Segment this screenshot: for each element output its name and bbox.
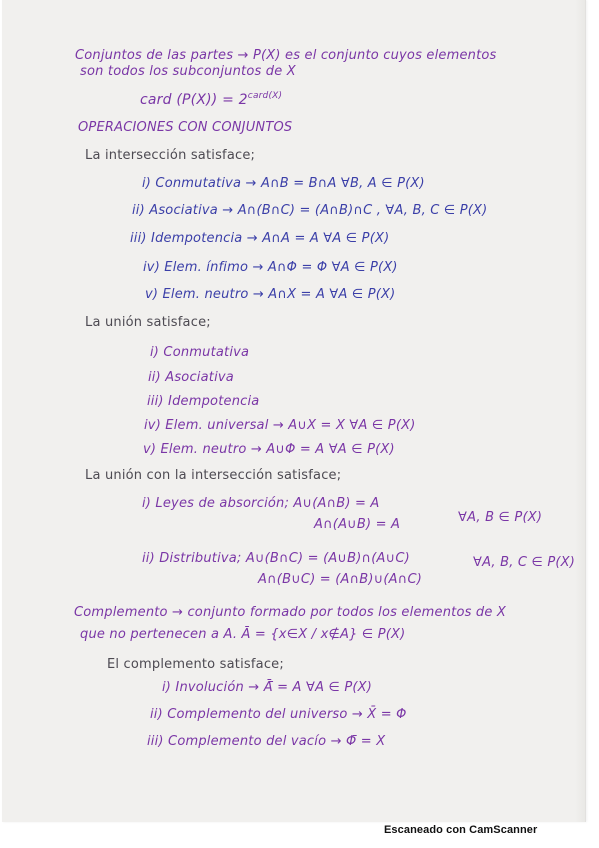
note-line-distributive-quantifier: ∀A, B, C ∈ P(X)	[473, 555, 576, 570]
note-line-complement-definition-cont: que no pertenecen a A. Ā = {x∈X / x∉A} ∈ P(X)	[80, 627, 406, 642]
note-line-complement-universe: ii) Complemento del universo → X̄ = Φ	[150, 707, 407, 722]
note-line-power-set-definition: Conjuntos de las partes → P(X) es el conjunto cuyos elementos	[75, 48, 497, 63]
note-line-union-idempotence: iii) Idempotencia	[147, 394, 260, 409]
note-line-union-neutral: v) Elem. neutro → A∪Φ = A ∀A ∈ P(X)	[143, 442, 395, 457]
cardinality-base: card (P(X)) = 2	[140, 92, 248, 108]
note-line-union-associative: ii) Asociativa	[148, 370, 234, 385]
cardinality-exponent: card(X)	[247, 91, 283, 101]
note-line-intersection-associative: ii) Asociativa → A∩(B∩C) = (A∩B)∩C , ∀A, B, C ∈ P(X)	[132, 203, 488, 218]
note-line-union-universal: iv) Elem. universal → A∪X = X ∀A ∈ P(X)	[144, 418, 416, 433]
note-line-intersection-commutative: i) Conmutativa → A∩B = B∩A ∀B, A ∈ P(X)	[142, 176, 425, 191]
note-line-power-set-definition-cont: son todos los subconjuntos de X	[80, 64, 296, 79]
note-line-union-intro: La unión satisface;	[85, 315, 211, 330]
note-line-absorption-quantifier: ∀A, B ∈ P(X)	[458, 510, 543, 525]
note-line-intersection-infimum: iv) Elem. ínfimo → A∩Φ = Φ ∀A ∈ P(X)	[143, 260, 398, 275]
note-line-distributive-law-1: ii) Distributiva; A∪(B∩C) = (A∪B)∩(A∪C)	[142, 551, 410, 566]
note-line-union-intersection-intro: La unión con la intersección satisface;	[85, 468, 342, 483]
note-line-complement-definition: Complemento → conjunto formado por todos los elementos de X	[74, 605, 506, 620]
note-line-complement-intro: El complemento satisface;	[107, 657, 284, 672]
note-line-intersection-idempotence: iii) Idempotencia → A∩A = A ∀A ∈ P(X)	[130, 231, 390, 246]
note-line-distributive-law-2: A∩(B∪C) = (A∩B)∪(A∩C)	[258, 572, 423, 587]
note-line-complement-involution: i) Involución → Ā̄ = A ∀A ∈ P(X)	[162, 680, 373, 695]
camscanner-watermark: Escaneado con CamScanner	[384, 824, 538, 836]
note-line-intersection-intro: La intersección satisface;	[85, 148, 256, 163]
section-heading-operations: OPERACIONES CON CONJUNTOS	[78, 120, 293, 135]
note-line-complement-empty: iii) Complemento del vacío → Φ̄ = X	[147, 734, 386, 749]
note-line-intersection-neutral: v) Elem. neutro → A∩X = A ∀A ∈ P(X)	[145, 287, 396, 302]
note-line-union-commutative: i) Conmutativa	[150, 345, 250, 360]
note-line-absorption-law-2: A∩(A∪B) = A	[314, 517, 401, 532]
note-line-cardinality-formula	[140, 88, 282, 108]
scanned-notebook-page	[2, 0, 586, 822]
note-line-absorption-law-1: i) Leyes de absorción; A∪(A∩B) = A	[142, 496, 380, 511]
